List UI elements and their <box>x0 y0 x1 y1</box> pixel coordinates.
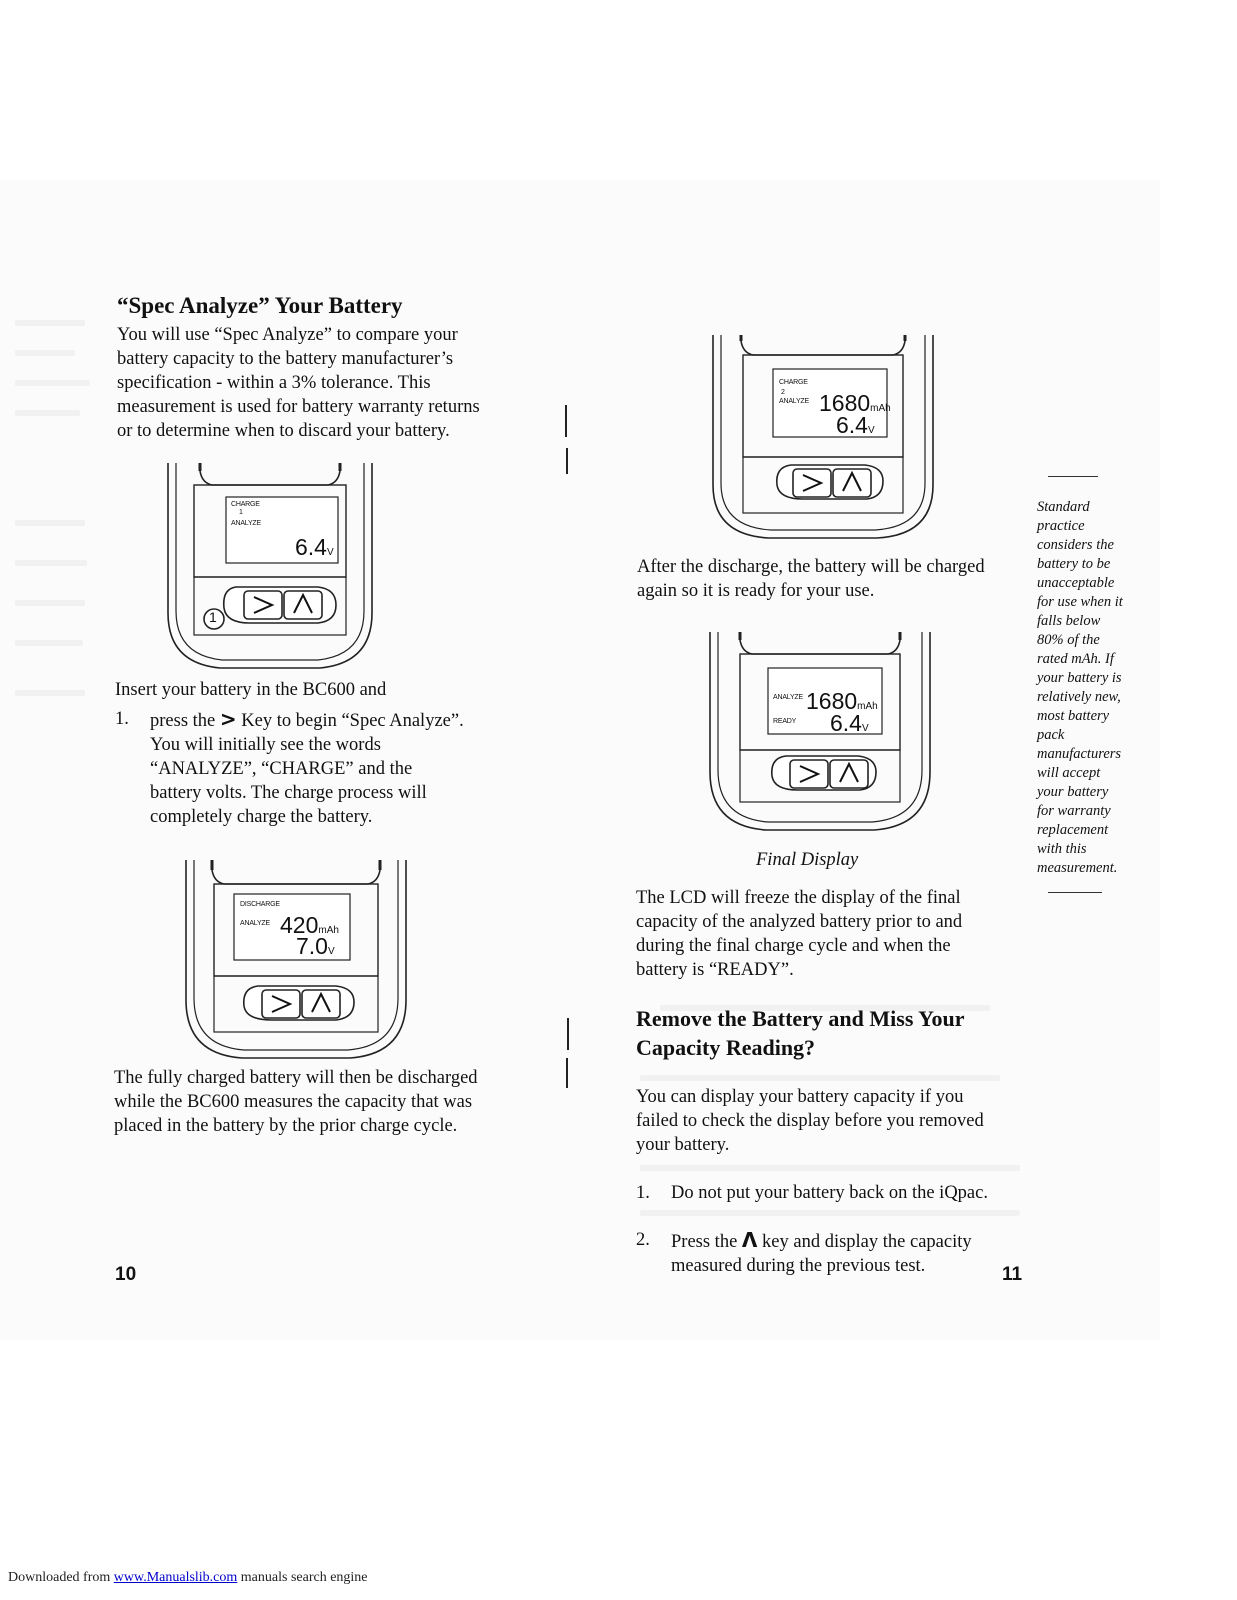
voltage-unit: V <box>326 547 334 558</box>
sidebar-top-rule <box>1048 476 1098 477</box>
lcd-status-label: READY <box>773 718 797 725</box>
note-line: with this <box>1037 841 1087 857</box>
text-line: measured during the previous test. <box>671 1256 926 1276</box>
discharge-paragraph <box>114 1066 544 1138</box>
page-number: 10 <box>115 1264 137 1285</box>
bleed-through-mark <box>15 690 85 696</box>
step-text: Key to begin “Spec Analyze”. <box>241 711 464 731</box>
text-line: measurement is used for battery warranty returns <box>117 397 480 417</box>
note-line: your battery is <box>1037 670 1122 686</box>
lcd-voltage <box>830 710 869 737</box>
note-line: will accept <box>1037 765 1101 781</box>
callout-number: 1 <box>209 609 217 625</box>
charger-illustration <box>150 463 390 673</box>
right-key-icon: > <box>219 707 237 731</box>
voltage-value: 6.4 <box>830 710 862 736</box>
step-text: press the <box>150 711 216 731</box>
capacity-unit: mAh <box>857 701 878 712</box>
text-line: You will initially see the words <box>150 735 381 755</box>
binding-mark <box>565 405 567 437</box>
bleed-through-mark <box>15 520 85 526</box>
manualslib-link[interactable]: www.Manualslib.com <box>113 1570 238 1585</box>
charger-body <box>700 632 940 832</box>
bleed-through-mark <box>640 1075 1000 1081</box>
text-line: while the BC600 measures the capacity that was <box>114 1092 473 1112</box>
charger-body <box>176 860 416 1060</box>
intro-paragraph <box>117 323 537 443</box>
text-line: The fully charged battery will then be discharged <box>114 1068 478 1088</box>
step-text: Press the <box>671 1232 738 1252</box>
text-line: You will use “Spec Analyze” to compare your <box>117 325 458 345</box>
figure-caption: Final Display <box>756 850 859 870</box>
voltage-unit: V <box>861 723 869 734</box>
text-line: during the final charge cycle and when the <box>636 936 951 956</box>
voltage-value: 7.0 <box>296 933 328 959</box>
bleed-through-mark <box>15 410 80 416</box>
note-line: your battery <box>1037 784 1109 800</box>
step-text: Do not put your battery back on the iQpac. <box>671 1183 988 1203</box>
lcd-cycle-number: 1 <box>239 509 243 516</box>
note-line: rated mAh. If <box>1037 651 1114 667</box>
download-footer <box>8 1570 368 1586</box>
note-line: considers the <box>1037 537 1114 553</box>
insert-instruction: Insert your battery in the BC600 and <box>115 680 387 700</box>
text-line: specification - within a 3% tolerance. This <box>117 373 431 393</box>
charger-body <box>703 335 943 540</box>
bleed-through-mark <box>640 1210 1020 1216</box>
step-number: 1. <box>115 709 129 729</box>
note-line: practice <box>1037 518 1085 534</box>
text-line: completely charge the battery. <box>150 807 373 827</box>
bleed-through-mark <box>15 320 85 326</box>
note-line: most battery <box>1037 708 1110 724</box>
lcd-voltage <box>836 412 875 439</box>
text-line: The LCD will freeze the display of the final <box>636 888 961 908</box>
text-line: battery capacity to the battery manufacturer’s <box>117 349 454 369</box>
lcd-mode-label: ANALYZE <box>773 694 803 701</box>
note-line: Standard <box>1037 499 1090 515</box>
text-line: battery volts. The charge process will <box>150 783 427 803</box>
step-1 <box>636 1181 1036 1205</box>
heading-line: Capacity Reading? <box>636 1035 816 1060</box>
voltage-value: 6.4 <box>295 534 327 560</box>
capacity-value: 1680 <box>806 688 858 714</box>
text-line <box>150 707 535 733</box>
step-text: key and display the capacity <box>762 1232 972 1252</box>
text-line: You can display your battery capacity if you <box>636 1087 964 1107</box>
charger-illustration <box>176 860 416 1060</box>
page-number: 11 <box>1002 1264 1023 1285</box>
text-line <box>671 1228 1036 1254</box>
lcd-freeze-paragraph <box>636 886 1036 982</box>
note-line: for use when it <box>1037 594 1123 610</box>
step-number: 2. <box>636 1230 650 1250</box>
sidebar-bottom-rule <box>1048 892 1102 893</box>
voltage-value: 6.4 <box>836 412 868 438</box>
section-heading <box>636 1004 965 1062</box>
note-line: 80% of the <box>1037 632 1100 648</box>
capacity-value: 1680 <box>819 390 871 416</box>
note-line: pack <box>1037 727 1065 743</box>
step-2 <box>636 1228 1036 1278</box>
text-line: placed in the battery by the prior charge cycle. <box>114 1116 458 1136</box>
charger-body <box>150 463 390 673</box>
bleed-through-mark <box>15 380 90 386</box>
lcd-mode-label: ANALYZE <box>240 920 270 927</box>
note-line: unacceptable <box>1037 575 1115 591</box>
up-key-icon: Λ <box>741 1228 758 1252</box>
charger-illustration <box>700 632 940 832</box>
capacity-unit: mAh <box>318 925 339 936</box>
footer-text: manuals search engine <box>237 1570 368 1585</box>
text-line: After the discharge, the battery will be charged <box>637 557 985 577</box>
text-line: capacity of the analyzed battery prior to and <box>636 912 963 932</box>
lcd-voltage <box>296 933 335 960</box>
lcd-voltage <box>295 534 334 561</box>
bleed-through-mark <box>15 350 75 356</box>
bleed-through-mark <box>15 600 85 606</box>
capacity-unit: mAh <box>870 403 891 414</box>
sidebar-note <box>1037 498 1137 878</box>
bleed-through-mark <box>15 640 83 646</box>
text-line: your battery. <box>636 1135 730 1155</box>
voltage-unit: V <box>867 425 875 436</box>
note-line: manufacturers <box>1037 746 1122 762</box>
voltage-unit: V <box>327 946 335 957</box>
text-line: or to determine when to discard your battery. <box>117 421 450 441</box>
lcd-mode-label: DISCHARGE <box>240 901 280 908</box>
lcd-cycle-number: 2 <box>781 389 785 396</box>
note-line: relatively new, <box>1037 689 1121 705</box>
binding-mark <box>566 448 568 474</box>
text-line: battery is “READY”. <box>636 960 794 980</box>
step-1 <box>115 707 535 829</box>
step-number: 1. <box>636 1183 650 1203</box>
note-line: measurement. <box>1037 860 1118 876</box>
note-line: battery to be <box>1037 556 1111 572</box>
capacity-value: 420 <box>280 912 319 938</box>
lcd-mode-label: CHARGE <box>779 379 808 386</box>
text-line: failed to check the display before you removed <box>636 1111 984 1131</box>
footer-text: Downloaded from <box>8 1570 114 1585</box>
display-capacity-paragraph <box>636 1085 1036 1157</box>
bleed-through-mark <box>15 560 87 566</box>
binding-mark <box>566 1058 568 1088</box>
note-line: falls below <box>1037 613 1101 629</box>
note-line: for warranty <box>1037 803 1111 819</box>
section-heading: “Spec Analyze” Your Battery <box>117 293 403 318</box>
binding-mark <box>567 1018 569 1050</box>
lcd-mode-label: ANALYZE <box>779 398 809 405</box>
lcd-mode-label: ANALYZE <box>231 520 261 527</box>
heading-line: Remove the Battery and Miss Your <box>636 1006 965 1031</box>
text-line: “ANALYZE”, “CHARGE” and the <box>150 759 413 779</box>
text-line: again so it is ready for your use. <box>637 581 875 601</box>
charger-illustration <box>703 335 943 540</box>
after-discharge-paragraph <box>637 555 1037 603</box>
bleed-through-mark <box>640 1165 1020 1171</box>
lcd-mode-label: CHARGE <box>231 501 260 508</box>
note-line: replacement <box>1037 822 1109 838</box>
